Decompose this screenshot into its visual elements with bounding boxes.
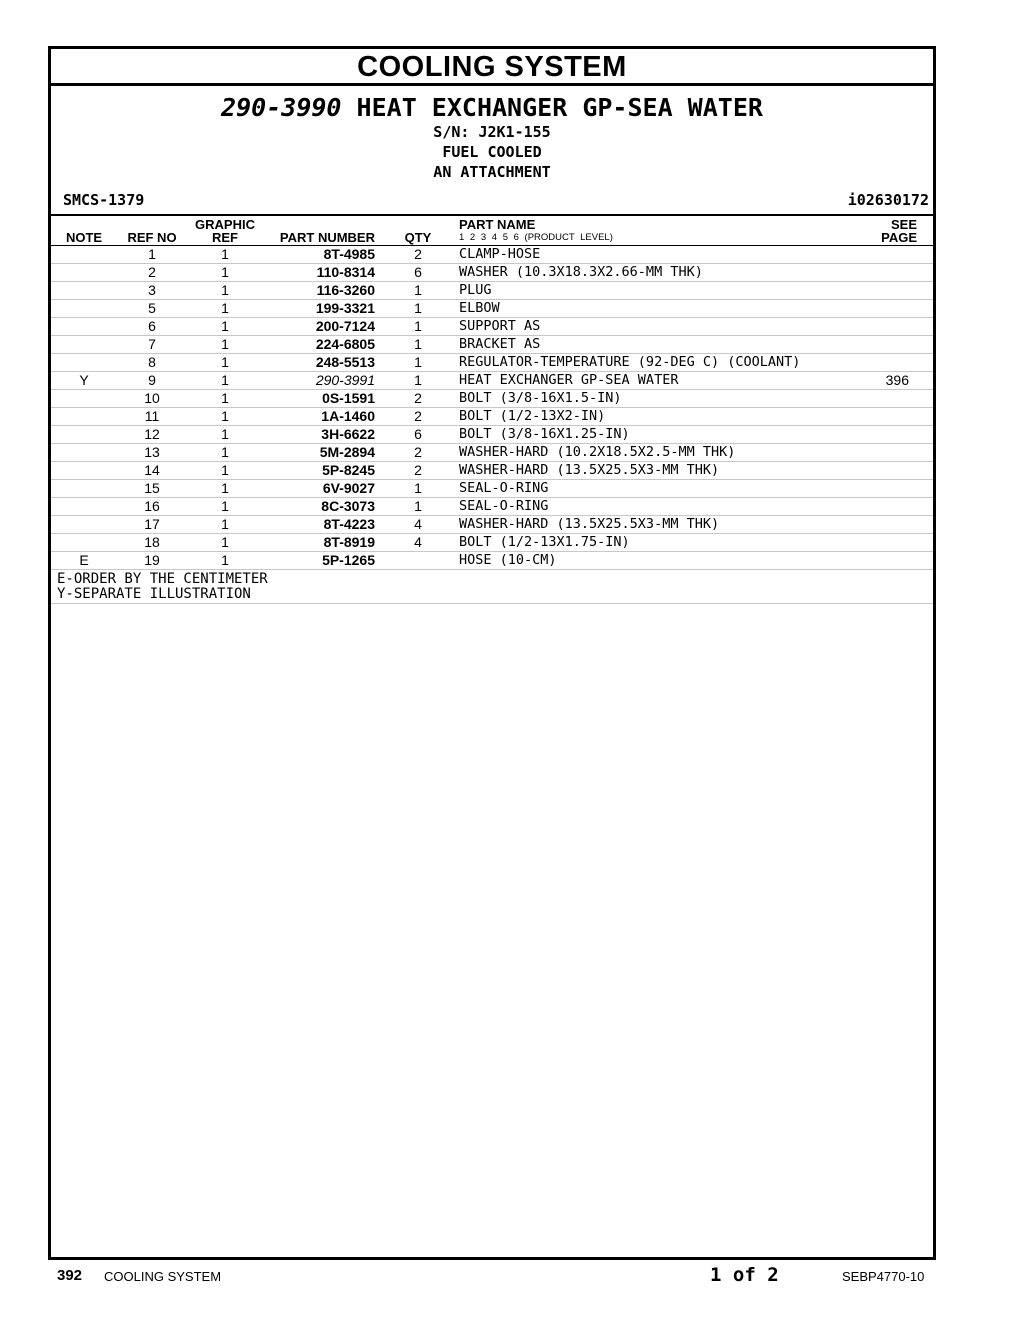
cell-part-name: WASHER-HARD (10.2X18.5X2.5-MM THK)	[453, 444, 853, 462]
product-level-label: 1 2 3 4 5 6 (PRODUCT LEVEL)	[459, 232, 613, 243]
cell-ref-no: 12	[117, 426, 187, 444]
cell-part-number: 3H-6622	[263, 426, 383, 444]
cell-part-number: 5P-8245	[263, 462, 383, 480]
cell-part-name: SEAL-O-RING	[453, 480, 853, 498]
table-row	[51, 480, 933, 498]
cell-ref-no: 15	[117, 480, 187, 498]
cell-see-page	[853, 354, 933, 372]
cell-part-name: HEAT EXCHANGER GP-SEA WATER	[453, 372, 853, 390]
notes-block	[51, 570, 933, 604]
table-row	[51, 408, 933, 426]
cell-part-name: WASHER (10.3X18.3X2.66-MM THK)	[453, 264, 853, 282]
table-row	[51, 246, 933, 264]
illustration-id: i02630172	[847, 191, 929, 209]
cell-part-name: BOLT (1/2-13X2-IN)	[453, 408, 853, 426]
cell-part-number: 110-8314	[263, 264, 383, 282]
cell-see-page	[853, 318, 933, 336]
cell-part-number: 5M-2894	[263, 444, 383, 462]
cell-graphic-ref: 1	[187, 534, 263, 552]
cell-note	[51, 480, 117, 498]
table-row	[51, 444, 933, 462]
parts-body	[51, 246, 933, 570]
serial-number: S/N: J2K1-155	[433, 123, 551, 141]
cell-note	[51, 426, 117, 444]
cell-graphic-ref: 1	[187, 354, 263, 372]
cell-graphic-ref: 1	[187, 282, 263, 300]
cell-part-number: 8T-4223	[263, 516, 383, 534]
cell-qty: 1	[383, 282, 453, 300]
cell-qty	[383, 552, 453, 570]
cell-part-name: BOLT (3/8-16X1.5-IN)	[453, 390, 853, 408]
cell-graphic-ref: 1	[187, 264, 263, 282]
col-see-page: SEE PAGE	[853, 216, 933, 246]
cell-part-number: 0S-1591	[263, 390, 383, 408]
cell-graphic-ref: 1	[187, 462, 263, 480]
cell-part-number: 248-5513	[263, 354, 383, 372]
cell-ref-no: 13	[117, 444, 187, 462]
cell-graphic-ref: 1	[187, 444, 263, 462]
table-row	[51, 282, 933, 300]
table-row	[51, 372, 933, 390]
table-row	[51, 336, 933, 354]
cell-see-page	[853, 462, 933, 480]
cell-see-page	[853, 444, 933, 462]
cell-see-page	[853, 336, 933, 354]
cell-qty: 4	[383, 516, 453, 534]
cell-note	[51, 390, 117, 408]
note-y: Y-SEPARATE ILLUSTRATION	[57, 586, 251, 602]
cell-qty: 1	[383, 498, 453, 516]
cell-part-name: BRACKET AS	[453, 336, 853, 354]
cell-see-page	[853, 408, 933, 426]
cell-ref-no: 17	[117, 516, 187, 534]
table-row	[51, 318, 933, 336]
cell-graphic-ref: 1	[187, 498, 263, 516]
cell-ref-no: 19	[117, 552, 187, 570]
cell-part-number: 116-3260	[263, 282, 383, 300]
cell-note	[51, 516, 117, 534]
cell-graphic-ref: 1	[187, 318, 263, 336]
cell-qty: 2	[383, 246, 453, 264]
group-subtitle-1: FUEL COOLED	[442, 143, 542, 161]
cell-qty: 1	[383, 372, 453, 390]
cell-ref-no: 3	[117, 282, 187, 300]
table-row	[51, 516, 933, 534]
cell-part-number: 8C-3073	[263, 498, 383, 516]
cell-part-name: CLAMP-HOSE	[453, 246, 853, 264]
cell-ref-no: 18	[117, 534, 187, 552]
cell-see-page	[853, 300, 933, 318]
cell-part-name: PLUG	[453, 282, 853, 300]
cell-part-name: SEAL-O-RING	[453, 498, 853, 516]
table-row	[51, 462, 933, 480]
cell-qty: 1	[383, 354, 453, 372]
cell-part-name: WASHER-HARD (13.5X25.5X3-MM THK)	[453, 462, 853, 480]
cell-qty: 2	[383, 444, 453, 462]
cell-qty: 2	[383, 408, 453, 426]
cell-graphic-ref: 1	[187, 336, 263, 354]
cell-qty: 4	[383, 534, 453, 552]
cell-qty: 2	[383, 390, 453, 408]
cell-part-number: 1A-1460	[263, 408, 383, 426]
table-row	[51, 300, 933, 318]
cell-part-number: 8T-8919	[263, 534, 383, 552]
table-row	[51, 264, 933, 282]
cell-qty: 6	[383, 426, 453, 444]
cell-note: Y	[51, 372, 117, 390]
cell-graphic-ref: 1	[187, 390, 263, 408]
cell-ref-no: 16	[117, 498, 187, 516]
cell-see-page	[853, 264, 933, 282]
cell-note	[51, 444, 117, 462]
cell-see-page	[853, 426, 933, 444]
table-header	[51, 216, 933, 246]
cell-ref-no: 9	[117, 372, 187, 390]
cell-graphic-ref: 1	[187, 552, 263, 570]
cell-ref-no: 7	[117, 336, 187, 354]
group-header	[51, 86, 933, 216]
cell-part-name: BOLT (1/2-13X1.75-IN)	[453, 534, 853, 552]
cell-see-page	[853, 534, 933, 552]
cell-note: E	[51, 552, 117, 570]
cell-part-name: ELBOW	[453, 300, 853, 318]
cell-note	[51, 498, 117, 516]
cell-see-page: 396	[853, 372, 933, 390]
cell-part-number: 5P-1265	[263, 552, 383, 570]
cell-graphic-ref: 1	[187, 426, 263, 444]
group-number: 290-3990	[221, 93, 342, 122]
col-part-name	[453, 216, 853, 246]
cell-ref-no: 11	[117, 408, 187, 426]
cell-note	[51, 336, 117, 354]
col-qty: QTY	[383, 216, 453, 246]
cell-see-page	[853, 480, 933, 498]
cell-note	[51, 354, 117, 372]
cell-note	[51, 282, 117, 300]
cell-part-name: WASHER-HARD (13.5X25.5X3-MM THK)	[453, 516, 853, 534]
cell-see-page	[853, 282, 933, 300]
footer-page-number: 392	[57, 1267, 83, 1284]
cell-part-name: REGULATOR-TEMPERATURE (92-DEG C) (COOLANT)	[453, 354, 853, 372]
cell-part-name: BOLT (3/8-16X1.25-IN)	[453, 426, 853, 444]
cell-see-page	[853, 246, 933, 264]
table-row	[51, 534, 933, 552]
cell-see-page	[853, 498, 933, 516]
col-part-name-label: PART NAME	[459, 217, 536, 232]
cell-qty: 1	[383, 300, 453, 318]
cell-qty: 2	[383, 462, 453, 480]
footer-doc-id: SEBP4770-10	[842, 1269, 925, 1284]
cell-note	[51, 300, 117, 318]
cell-qty: 1	[383, 318, 453, 336]
table-row	[51, 354, 933, 372]
cell-qty: 1	[383, 480, 453, 498]
cell-part-name: SUPPORT AS	[453, 318, 853, 336]
cell-see-page	[853, 552, 933, 570]
group-subtitle-2: AN ATTACHMENT	[433, 163, 551, 181]
cell-note	[51, 264, 117, 282]
cell-part-number: 8T-4985	[263, 246, 383, 264]
cell-graphic-ref: 1	[187, 246, 263, 264]
cell-ref-no: 10	[117, 390, 187, 408]
cell-part-name: HOSE (10-CM)	[453, 552, 853, 570]
cell-note	[51, 246, 117, 264]
table-row	[51, 498, 933, 516]
col-ref-no: REF NO	[117, 216, 187, 246]
cell-part-number: 199-3321	[263, 300, 383, 318]
table-row	[51, 552, 933, 570]
cell-qty: 6	[383, 264, 453, 282]
cell-see-page	[853, 390, 933, 408]
cell-note	[51, 408, 117, 426]
cell-note	[51, 534, 117, 552]
col-note: NOTE	[51, 216, 117, 246]
cell-qty: 1	[383, 336, 453, 354]
cell-part-number: 200-7124	[263, 318, 383, 336]
cell-part-number: 290-3991	[263, 372, 383, 390]
cell-part-number: 224-6805	[263, 336, 383, 354]
cell-note	[51, 462, 117, 480]
cell-ref-no: 5	[117, 300, 187, 318]
cell-see-page	[853, 516, 933, 534]
footer-page-of: 1 of 2	[710, 1264, 779, 1286]
table-row	[51, 390, 933, 408]
cell-ref-no: 6	[117, 318, 187, 336]
col-part-number: PART NUMBER	[263, 216, 383, 246]
cell-graphic-ref: 1	[187, 480, 263, 498]
cell-graphic-ref: 1	[187, 300, 263, 318]
footer-section: COOLING SYSTEM	[104, 1269, 222, 1284]
cell-ref-no: 1	[117, 246, 187, 264]
col-graphic-ref: GRAPHIC REF	[187, 216, 263, 246]
cell-ref-no: 14	[117, 462, 187, 480]
cell-graphic-ref: 1	[187, 408, 263, 426]
parts-table	[51, 216, 933, 570]
group-name: HEAT EXCHANGER GP-SEA WATER	[356, 93, 763, 122]
note-e: E-ORDER BY THE CENTIMETER	[57, 571, 268, 587]
table-row	[51, 426, 933, 444]
cell-graphic-ref: 1	[187, 516, 263, 534]
section-title: COOLING SYSTEM	[51, 49, 933, 86]
cell-ref-no: 8	[117, 354, 187, 372]
group-title	[51, 86, 933, 122]
smcs-code: SMCS-1379	[63, 191, 145, 209]
page-frame	[48, 46, 936, 1260]
cell-ref-no: 2	[117, 264, 187, 282]
cell-note	[51, 318, 117, 336]
cell-part-number: 6V-9027	[263, 480, 383, 498]
cell-graphic-ref: 1	[187, 372, 263, 390]
